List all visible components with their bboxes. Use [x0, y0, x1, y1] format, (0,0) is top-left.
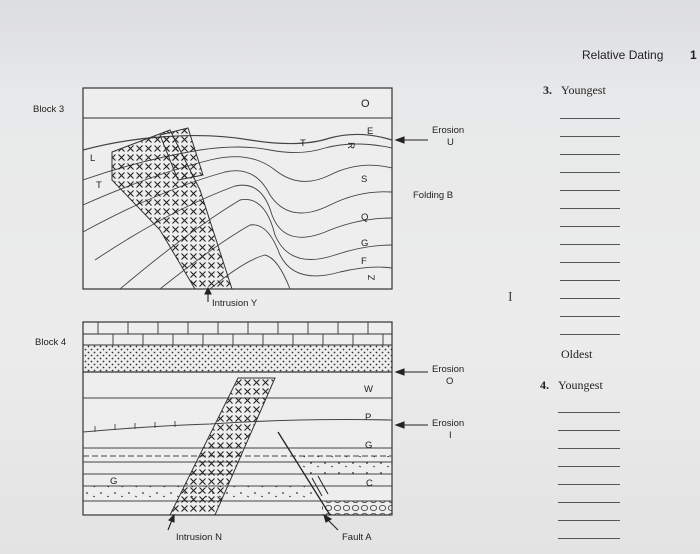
- intrusion-label: Intrusion N: [176, 532, 222, 543]
- answer-line[interactable]: [558, 466, 620, 467]
- event-label: Erosion: [432, 418, 465, 429]
- answer-line[interactable]: [560, 226, 620, 227]
- youngest-label: Youngest: [561, 83, 606, 97]
- question-number: 4.: [540, 378, 549, 392]
- layer-letter: Q: [361, 212, 369, 223]
- answer-line[interactable]: [560, 244, 620, 245]
- event-letter: O: [446, 376, 454, 387]
- answer-line[interactable]: [558, 448, 620, 449]
- layer-letter: G: [365, 440, 373, 451]
- answer-line[interactable]: [558, 484, 620, 485]
- answer-line[interactable]: [560, 136, 620, 137]
- answer-line[interactable]: [560, 262, 620, 263]
- answer-line[interactable]: [558, 502, 620, 503]
- layer-letter: C: [366, 478, 373, 489]
- answer-line[interactable]: [558, 538, 620, 539]
- layer-letter: G: [361, 238, 369, 249]
- answer-line[interactable]: [560, 154, 620, 155]
- youngest-label: Youngest: [558, 378, 603, 392]
- block-3-label: Block 3: [33, 104, 65, 115]
- event-label: Folding B: [413, 190, 454, 201]
- answer-line[interactable]: [560, 190, 620, 191]
- event-label: Erosion: [432, 125, 465, 136]
- answer-line[interactable]: [560, 334, 620, 335]
- layer-letter: R: [344, 142, 356, 149]
- answer-line[interactable]: [560, 298, 620, 299]
- fault-label: Fault A: [342, 532, 372, 543]
- page-title: Relative Dating: [582, 48, 664, 62]
- block-4-label: Block 4: [35, 337, 67, 348]
- oldest-label: Oldest: [561, 347, 593, 361]
- layer-letter: Z: [366, 274, 378, 281]
- answer-line[interactable]: [560, 118, 620, 119]
- layer-letter: E: [367, 126, 374, 137]
- answer-line[interactable]: [558, 412, 620, 413]
- layer-letter: L: [90, 153, 96, 164]
- layer-letter: T: [96, 180, 102, 191]
- answer-line[interactable]: [560, 280, 620, 281]
- layer-letter: T: [300, 138, 306, 149]
- answer-line[interactable]: [558, 430, 620, 431]
- layer-letter: S: [361, 174, 368, 185]
- layer-letter: W: [364, 384, 373, 395]
- layer-letter: G: [110, 476, 118, 487]
- layer-letter: F: [361, 256, 367, 267]
- page-number: 1: [690, 48, 697, 62]
- answer-line[interactable]: [560, 316, 620, 317]
- event-label: Erosion: [432, 364, 465, 375]
- answer-line[interactable]: [560, 208, 620, 209]
- answer-line[interactable]: [560, 172, 620, 173]
- block-3-diagram: [83, 88, 392, 289]
- block-4-diagram: [83, 322, 392, 515]
- event-letter: I: [449, 430, 452, 441]
- answer-line[interactable]: [558, 520, 620, 521]
- layer-letter: O: [361, 98, 370, 110]
- text-cursor-glyph: I: [508, 290, 513, 305]
- layer-letter: P: [365, 412, 372, 423]
- intrusion-label: Intrusion Y: [212, 298, 258, 309]
- event-letter: U: [447, 137, 454, 148]
- question-number: 3.: [543, 83, 552, 97]
